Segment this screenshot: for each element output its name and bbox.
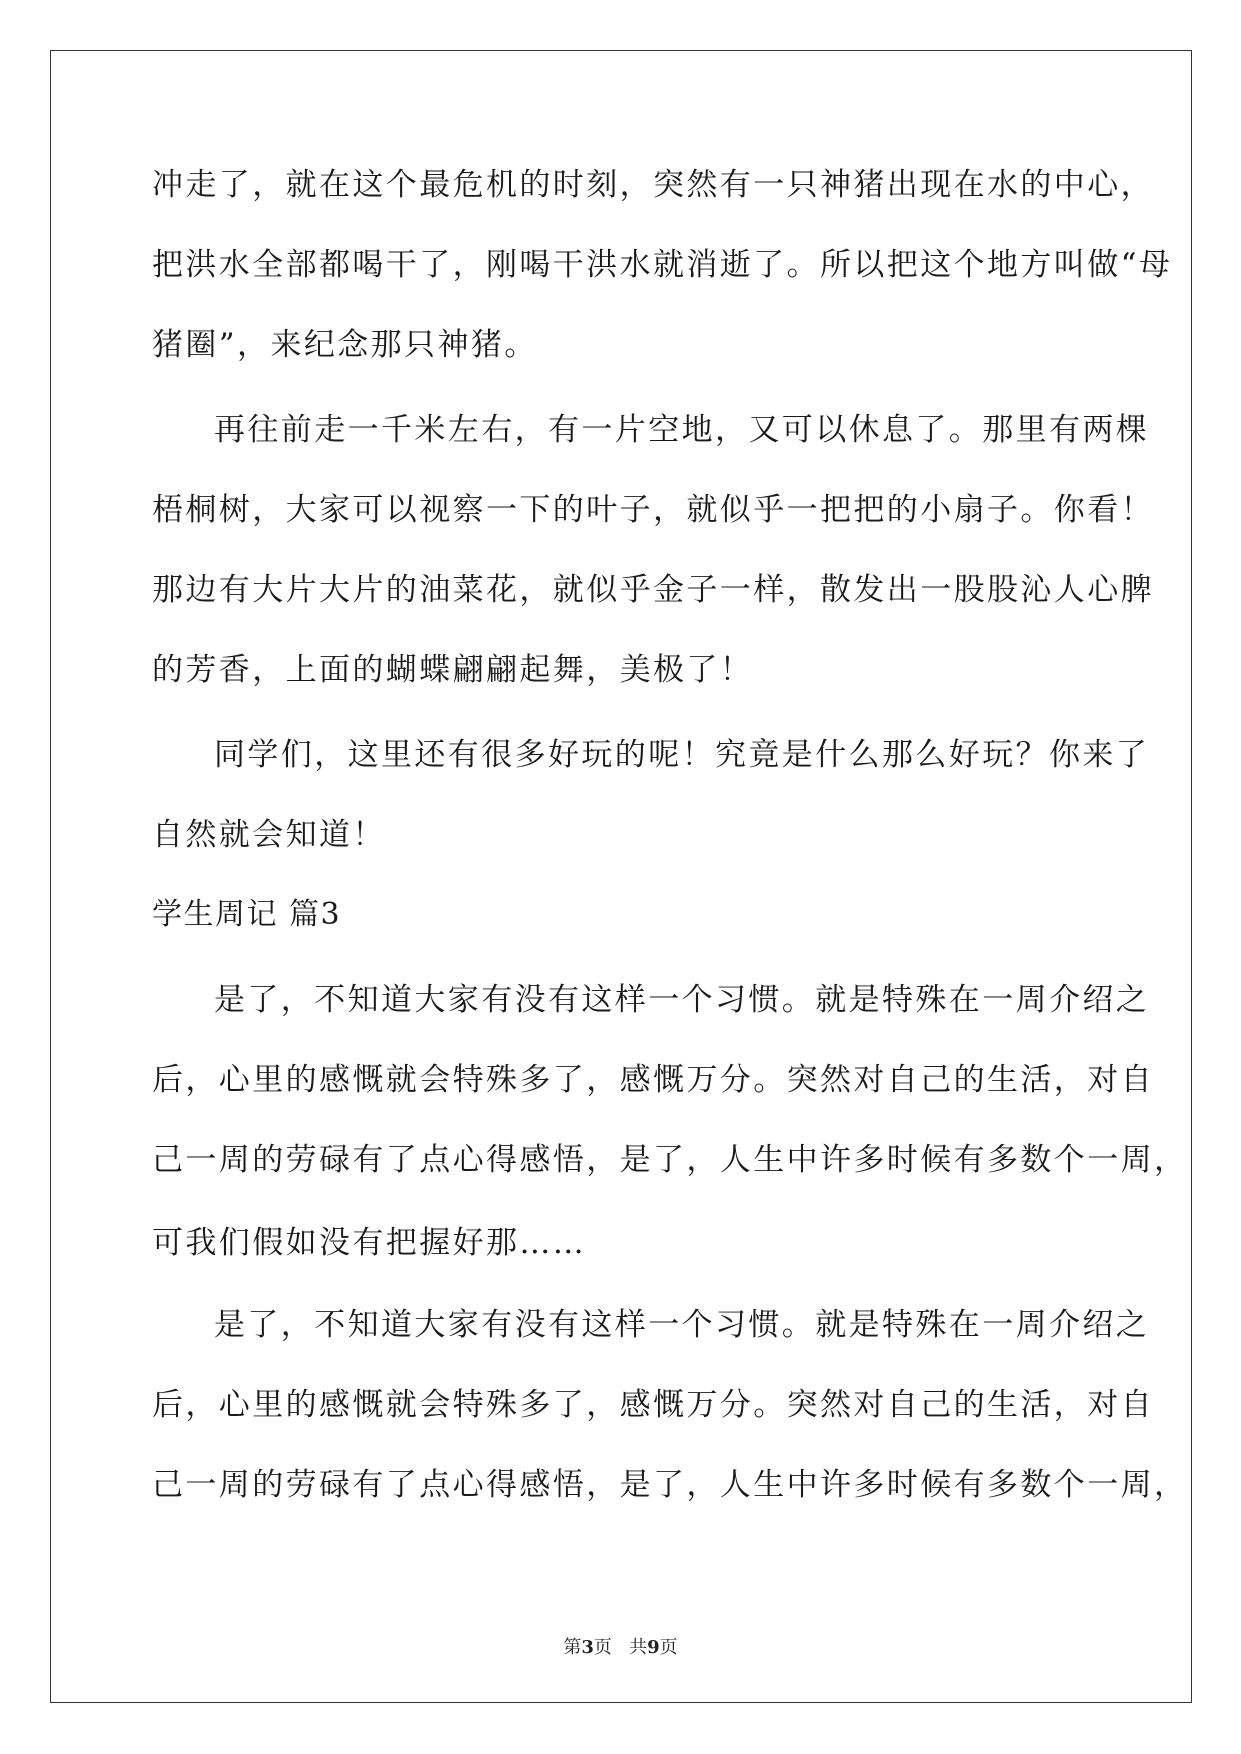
page-suffix: 页 bbox=[659, 1637, 678, 1658]
body-line: 后，心里的感慨就会特殊多了，感慨万分。突然对自己的生活，对自 bbox=[152, 1387, 1154, 1423]
paragraph-first-line: 是了，不知道大家有没有这样一个习惯。就是特殊在一周介绍之 bbox=[214, 1307, 1150, 1343]
section-heading: 学生周记 篇3 bbox=[152, 897, 342, 932]
current-page-number: 3 bbox=[581, 1637, 594, 1658]
body-line: 那边有大片大片的油菜花，就似乎金子一样，散发出一股股沁人心脾 bbox=[152, 572, 1154, 608]
body-line: 己一周的劳碌有了点心得感悟，是了，人生中许多时候有多数个一周， bbox=[152, 1142, 1188, 1178]
body-line: 猪圈”，来纪念那只神猪。 bbox=[152, 327, 538, 363]
page-mid: 页 共 bbox=[593, 1637, 648, 1658]
paragraph-first-line: 是了，不知道大家有没有这样一个习惯。就是特殊在一周介绍之 bbox=[214, 982, 1150, 1018]
body-line: 自然就会知道！ bbox=[152, 817, 386, 853]
body-line: 冲走了，就在这个最危机的时刻，突然有一只神猪出现在水的中心， bbox=[152, 167, 1154, 203]
body-line: 梧桐树，大家可以视察一下的叶子，就似乎一把把的小扇子。你看！ bbox=[152, 492, 1154, 528]
body-line: 后，心里的感慨就会特殊多了，感慨万分。突然对自己的生活，对自 bbox=[152, 1062, 1154, 1098]
paragraph-first-line: 同学们，这里还有很多好玩的呢！究竟是什么那么好玩？你来了 bbox=[214, 737, 1150, 773]
body-line: 把洪水全部都喝干了，刚喝干洪水就消逝了。所以把这个地方叫做“母 bbox=[152, 247, 1173, 283]
body-line: 己一周的劳碌有了点心得感悟，是了，人生中许多时候有多数个一周， bbox=[152, 1467, 1188, 1503]
page-number-footer bbox=[0, 1633, 1241, 1659]
page-prefix: 第 bbox=[563, 1637, 582, 1658]
body-line: 可我们假如没有把握好那…… bbox=[152, 1225, 587, 1261]
body-line: 的芳香，上面的蝴蝶翩翩起舞，美极了！ bbox=[152, 652, 754, 688]
page-frame bbox=[50, 50, 1192, 1703]
paragraph-first-line: 再往前走一千米左右，有一片空地，又可以休息了。那里有两棵 bbox=[214, 412, 1150, 448]
total-page-number: 9 bbox=[647, 1637, 660, 1658]
